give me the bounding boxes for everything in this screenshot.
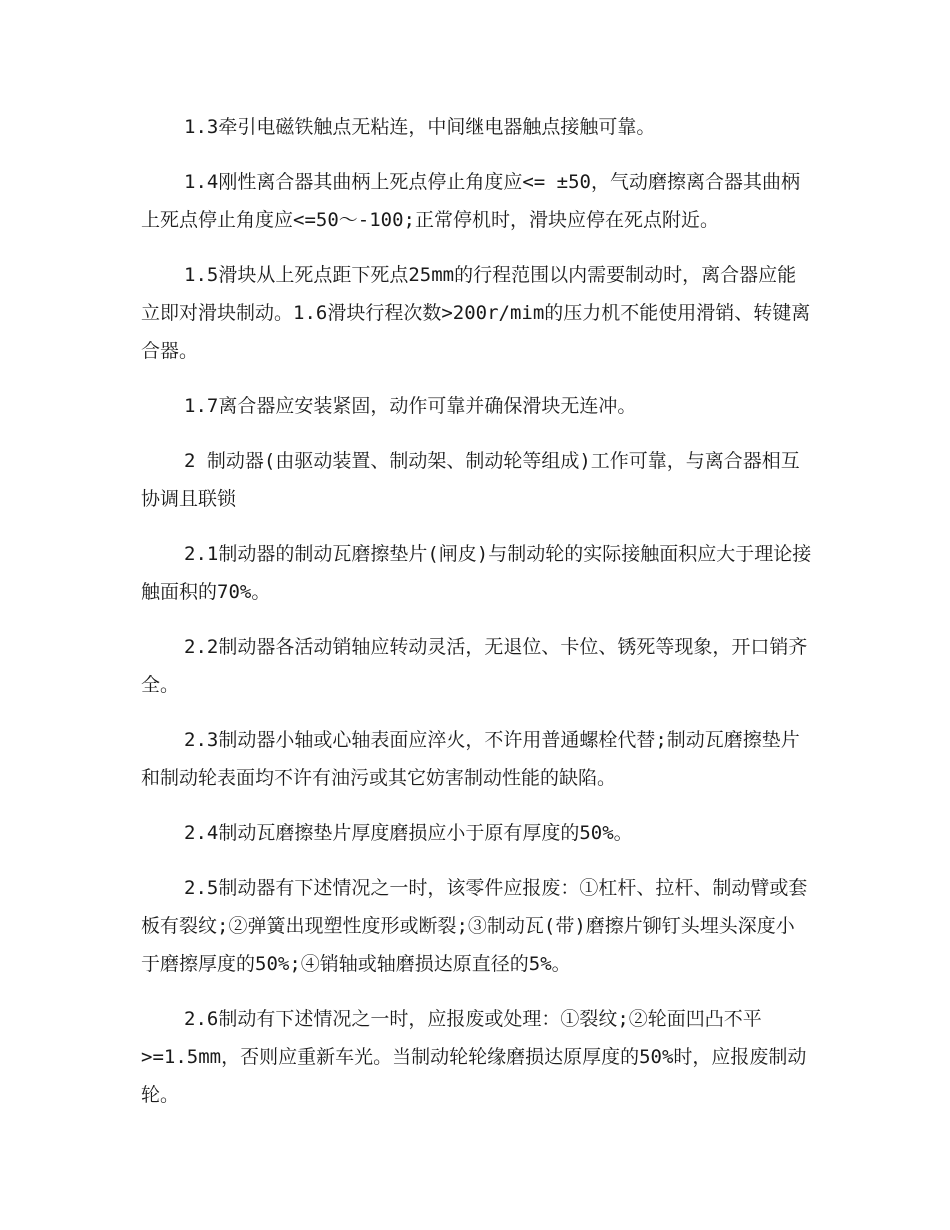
paragraph-2-6: 2.6制动有下述情况之一时，应报废或处理：①裂纹;②轮面凹凸不平>=1.5mm，否则应重新车光。当制动轮轮缘磨损达原厚度的50%时，应报废制动轮。 (141, 1008, 807, 1106)
paragraph-2-5: 2.5制动器有下述情况之一时，该零件应报废：①杠杆、拉杆、制动臂或套板有裂纹;②弹簧出现塑性度形或断裂;③制动瓦(带)磨擦片铆钉头埋头深度小于磨擦厚度的50%;④销轴或轴磨损达原直径的5%。 (141, 877, 808, 975)
paragraph-1-4: 1.4刚性离合器其曲柄上死点停止角度应<= ±50，气动磨擦离合器其曲柄上死点停止角度应<=50～-100;正常停机时，滑块应停在死点附近。 (141, 171, 800, 231)
paragraph-1-7: 1.7离合器应安装紧固，动作可靠并确保滑块无连冲。 (184, 395, 637, 417)
paragraph-2-1: 2.1制动器的制动瓦磨擦垫片(闸皮)与制动轮的实际接触面积应大于理论接触面积的70%。 (141, 543, 812, 603)
paragraph-2-2: 2.2制动器各活动销轴应转动灵活，无退位、卡位、锈死等现象，开口销齐全。 (141, 636, 808, 696)
document-body (141, 108, 813, 1131)
paragraph-1-3: 1.3牵引电磁铁触点无粘连，中间继电器触点接触可靠。 (184, 116, 656, 138)
paragraph-2: 2 制动器(由驱动装置、制动架、制动轮等组成)工作可靠，与离合器相互协调且联锁 (141, 450, 800, 510)
paragraph-2-3: 2.3制动器小轴或心轴表面应淬火，不许用普通螺栓代替;制动瓦磨擦垫片和制动轮表面均不许有油污或其它妨害制动性能的缺陷。 (141, 729, 800, 789)
paragraph-2-4: 2.4制动瓦磨擦垫片厚度磨损应小于原有厚度的50%。 (184, 822, 633, 844)
paragraph-1-5: 1.5滑块从上死点距下死点25mm的行程范围以内需要制动时，离合器应能立即对滑块制动。1.6滑块行程次数>200r/mim的压力机不能使用滑销、转键离合器。 (141, 264, 811, 362)
